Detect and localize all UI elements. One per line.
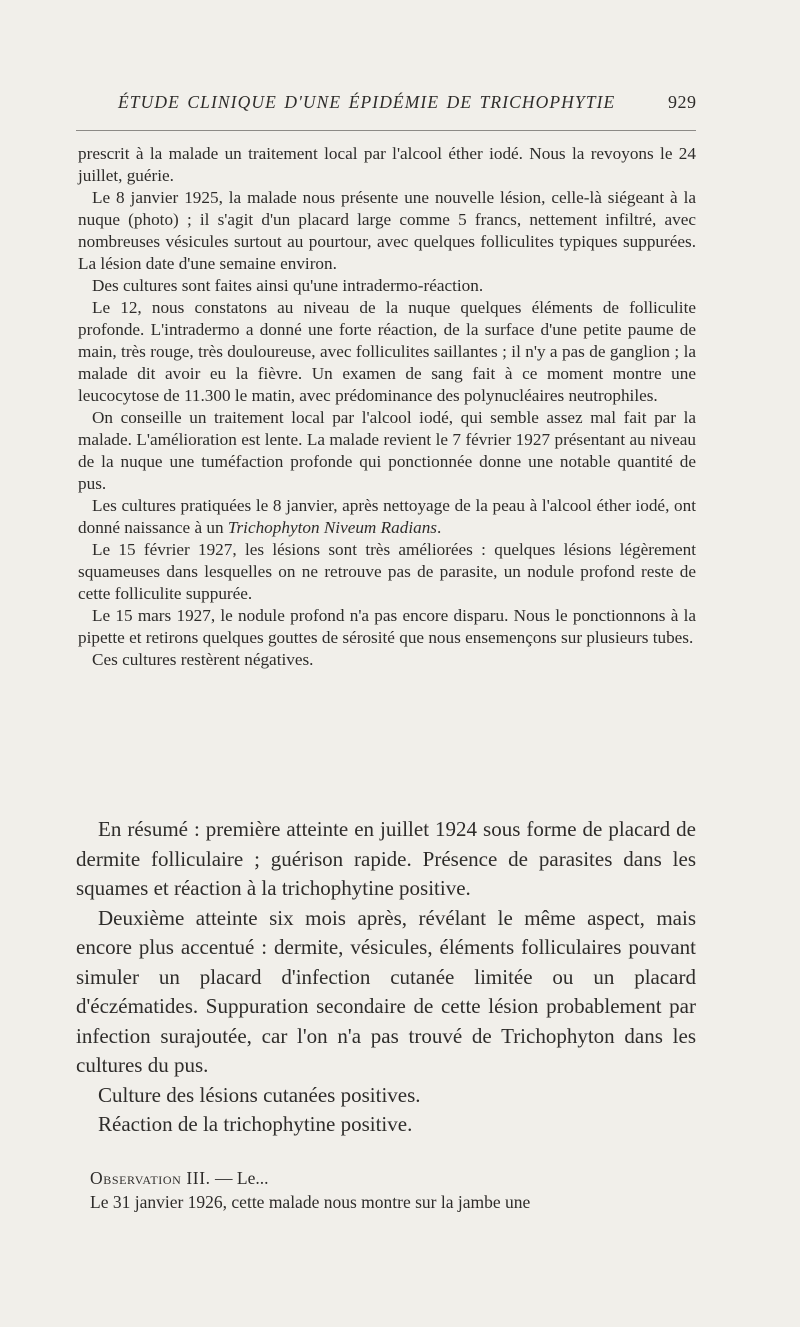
- paragraph: Le 15 février 1927, les lésions sont très améliorées : quelques lésions légèrement squameuses dans lesquelles on ne retrouve pas de parasite, un nodule profond reste de cette folliculite suppurée.: [78, 540, 696, 603]
- paragraph: Le 12, nous constatons au niveau de la nuque quelques éléments de folliculite profonde. L'intradermo a donné une forte réaction, de la surface d'une petite paume de main, très rouge, très douloureuse, avec folliculites saillantes ; il n'y a pas de ganglion ; la malade dit avoir eu la fièvre. Un examen de sang fait à ce moment montre une leucocytose de 11.300 le matin, avec prédominance des polynucléaires neutrophiles.: [78, 298, 696, 405]
- paragraph: Le 31 janvier 1926, cette malade nous montre sur la jambe une: [90, 1192, 531, 1212]
- observation-section: [76, 1166, 696, 1214]
- paragraph-text: .: [436, 518, 442, 537]
- paragraph: Des cultures sont faites ainsi qu'une intradermo-réaction.: [92, 276, 484, 295]
- observation-title-rest: — Le...: [210, 1168, 269, 1188]
- paragraph: Le 15 mars 1927, le nodule profond n'a pas encore disparu. Nous le ponctionnons à la pipette et retirons quelques gouttes de sérosité que nous ensemençons sur plusieurs tubes.: [78, 606, 696, 647]
- page-number: 929: [668, 92, 697, 112]
- summary-paragraph: En résumé : première atteinte en juillet 1924 sous forme de placard de dermite folliculaire ; guérison rapide. Présence de parasites dans les squames et réaction à la trichophytine positive.: [76, 817, 696, 900]
- summary-paragraph: Réaction de la trichophytine positive.: [98, 1112, 413, 1136]
- paragraph-text: Les cultures pratiquées le 8 janvier, après nettoyage de la peau à l'alcool éther iodé, ont donné naissance à un: [78, 496, 696, 537]
- paragraph: Ces cultures restèrent négatives.: [92, 650, 314, 669]
- species-name: Trichophyton Niveum Radians: [227, 518, 437, 537]
- paragraph: Le 8 janvier 1925, la malade nous présente une nouvelle lésion, celle-là siégeant à la nuque (photo) ; il s'agit d'un placard large comme 5 francs, nettement infiltré, avec nombreuses vésicules surtout au pourtour, avec quelques folliculites typiques suppurées. La lésion date d'une semaine environ.: [78, 188, 696, 273]
- paragraph: prescrit à la malade un traitement local par l'alcool éther iodé. Nous la revoyons le 24 juillet, guérie.: [78, 144, 696, 185]
- summary-paragraph: Culture des lésions cutanées positives.: [98, 1082, 421, 1107]
- paragraph: [78, 495, 696, 539]
- observation-label: Observation III.: [90, 1168, 211, 1188]
- observation-heading: [76, 1166, 696, 1190]
- running-title: ÉTUDE CLINIQUE D'UNE ÉPIDÉMIE DE TRICHOPHYTIE: [118, 92, 616, 112]
- case-narrative: [78, 143, 696, 671]
- summary-paragraph: Deuxième atteinte six mois après, révélant le même aspect, mais encore plus accentué : dermite, vésicules, éléments folliculaires pouvant simuler un placard d'infection cutanée limitée ou un placard d'éczématides. Suppuration secondaire de cette lésion probablement par infection surajoutée, car l'on n'a pas trouvé de Trichophyton dans les cultures du pus.: [76, 905, 696, 1077]
- header-rule: [76, 130, 696, 131]
- paragraph: On conseille un traitement local par l'alcool iodé, qui semble assez mal fait par la malade. L'amélioration est lente. La malade revient le 7 février 1927 présentant au niveau de la nuque une tuméfaction profonde qui ponctionnée donne une notable quantité de pus.: [78, 408, 696, 493]
- summary-section: [76, 815, 696, 1140]
